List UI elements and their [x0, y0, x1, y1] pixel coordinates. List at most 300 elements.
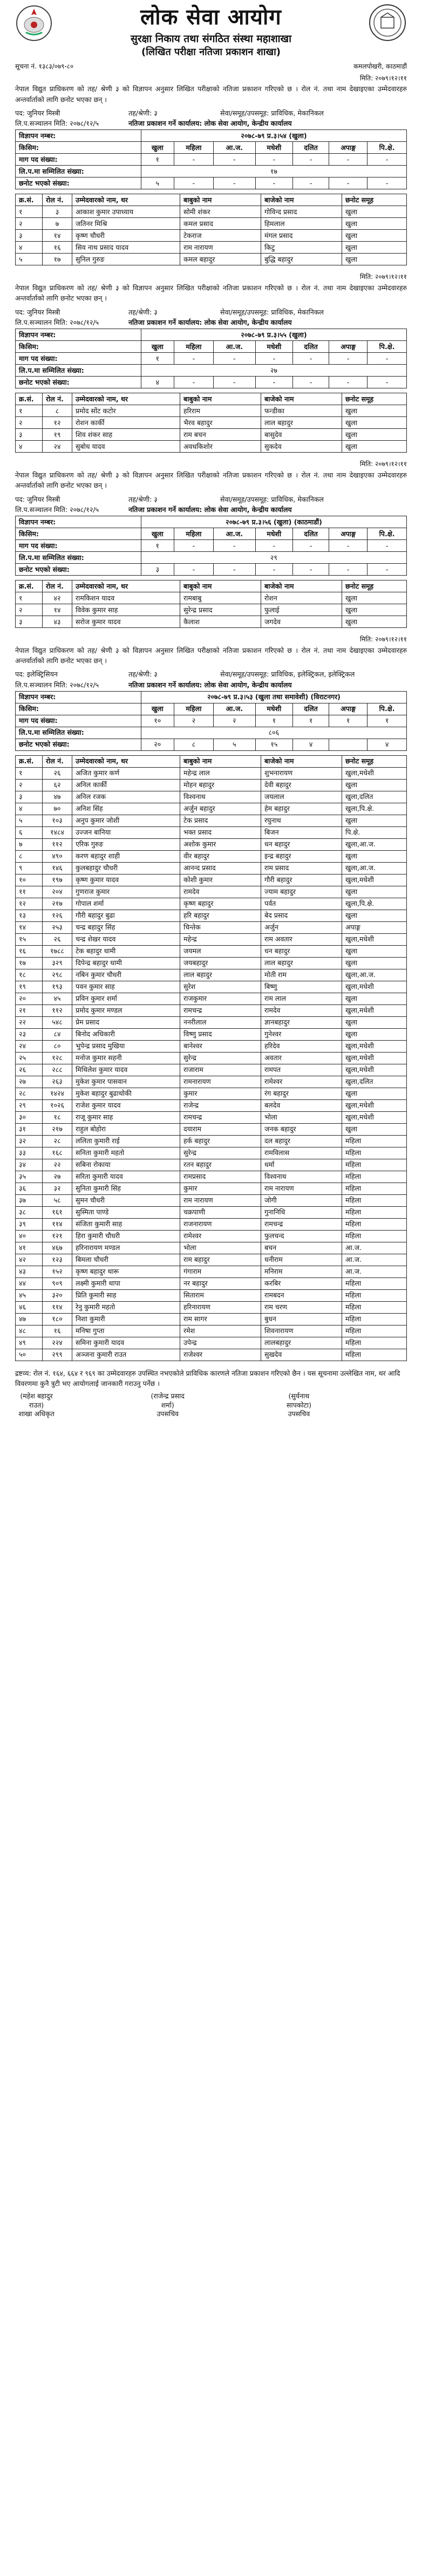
table-cell: १७	[16, 957, 43, 969]
table-cell: २९९	[43, 1349, 72, 1361]
vacancy-cell: -	[367, 177, 407, 189]
table-row	[16, 1064, 407, 1076]
vacancy-header-cell: किसिम:	[16, 528, 141, 540]
table-cell: ३०	[16, 1111, 43, 1123]
table-cell: अवतार	[261, 1052, 342, 1064]
table-row	[16, 1052, 407, 1064]
table-row	[16, 1325, 407, 1337]
vacancy-cell: २	[174, 715, 213, 727]
table-cell: महिला	[342, 1171, 407, 1183]
table-cell: खुला	[342, 850, 407, 862]
vacancy-cell: -	[293, 353, 329, 365]
table-cell: ५०	[16, 1349, 43, 1361]
table-cell: २	[16, 604, 43, 616]
table-cell: ८	[16, 850, 43, 862]
vacancy-cell: २७	[141, 365, 406, 377]
table-cell: ३६	[16, 1183, 43, 1194]
table-cell: महिला	[342, 1313, 407, 1325]
table-cell: अनिल रजक	[72, 791, 180, 803]
vacancy-label: विज्ञापन नम्बर:	[16, 516, 141, 528]
table-cell: १६	[43, 242, 72, 254]
table-row	[16, 779, 407, 791]
table-cell: ३२९	[43, 957, 72, 969]
table-cell: २०	[16, 993, 43, 1005]
table-cell: ४	[16, 803, 43, 815]
vacancy-cell: -	[213, 377, 255, 388]
table-cell: खुला	[342, 429, 407, 441]
table-cell: विश्वनाथ	[180, 791, 261, 803]
table-cell: रामबाबु	[180, 592, 261, 604]
table-row	[16, 981, 407, 993]
vacancy-cell: १	[367, 715, 407, 727]
table-row	[16, 1147, 407, 1159]
table-cell: रामप्रसाद	[180, 1171, 261, 1183]
results-header-cell: उम्मेदवारको नाम, थर	[72, 580, 180, 592]
table-cell: सुरेन्द्र प्रसाद	[180, 604, 261, 616]
table-cell: हरिदेव	[261, 1040, 342, 1052]
table-cell: १८०	[43, 1313, 72, 1325]
vacancy-cell: -	[255, 564, 292, 576]
vacancy-cell: -	[255, 353, 292, 365]
post-level: तह/श्रेणी: ३	[128, 670, 158, 679]
table-row	[16, 592, 407, 604]
table-row	[16, 957, 407, 969]
table-cell: रामेश्वर	[261, 1076, 342, 1088]
table-cell: एरिक गुरुङ	[72, 838, 180, 850]
signatures	[15, 1392, 407, 1418]
advertisement-number: २०७८-७९ प्र.३।५३ (खुला तथा समावेशी) (विराटनगर)	[141, 691, 406, 703]
table-row	[16, 933, 407, 945]
table-cell: १७८८	[43, 945, 72, 957]
table-cell: बानेश्वर	[180, 1040, 261, 1052]
table-row	[16, 1005, 407, 1016]
table-cell: २	[16, 417, 43, 429]
table-cell: कैलाश	[180, 616, 261, 628]
vacancy-row-label: छनोट भएको संख्या:	[16, 377, 141, 388]
table-cell: मोती राम	[261, 969, 342, 981]
table-cell: ३	[43, 206, 72, 218]
table-cell: ३९	[16, 1218, 43, 1230]
vacancy-header-cell: किसिम:	[16, 341, 141, 353]
table-cell: ४५	[16, 1289, 43, 1301]
table-cell: ३	[16, 616, 43, 628]
table-row	[16, 1040, 407, 1052]
results-header-cell: क्र.सं.	[16, 194, 43, 206]
table-cell: बुधन	[261, 1313, 342, 1325]
table-cell: खुला	[342, 616, 407, 628]
table-cell: महेन्द्र लाल	[180, 767, 261, 779]
table-cell: १२	[16, 898, 43, 910]
table-row	[16, 417, 407, 429]
page-subtitle-2: (लिखित परीक्षा नतिजा प्रकाशन शाखा)	[141, 46, 281, 58]
vacancy-cell: -	[367, 540, 407, 552]
table-cell: खुला	[342, 957, 407, 969]
results-table	[15, 194, 407, 265]
table-cell: महेन्द्र	[180, 933, 261, 945]
table-cell: पि.क्षे.	[342, 826, 407, 838]
table-row	[16, 230, 407, 242]
vacancy-cell: -	[174, 377, 213, 388]
table-cell: खुला,मधेशी	[342, 1005, 407, 1016]
table-cell: आ.ज.	[342, 1266, 407, 1277]
results-header-cell: क्र.सं.	[16, 393, 43, 405]
vacancy-cell: १७	[141, 166, 406, 177]
table-cell: २	[16, 218, 43, 230]
vacancy-header-cell: आ.ज.	[213, 528, 255, 540]
vacancy-row-label: माग पद संख्या:	[16, 353, 141, 365]
table-cell: गौरी बहादुर बुढा	[72, 910, 180, 921]
table-cell: ७०	[43, 803, 72, 815]
table-cell: सोमी शंकर	[180, 206, 261, 218]
table-cell: राजाराम	[180, 1064, 261, 1076]
table-cell: दिपेन्द्र बहादुर धामी	[72, 957, 180, 969]
vacancy-row-label: छनोट भएको संख्या:	[16, 739, 141, 750]
vacancy-cell: ८	[174, 739, 213, 750]
table-cell: १२	[43, 417, 72, 429]
table-row	[16, 874, 407, 886]
table-cell: ४९०	[43, 850, 72, 862]
table-cell: हरि बहादुर	[180, 910, 261, 921]
table-cell: प्रमोद सोंट कटोर	[72, 405, 180, 417]
table-cell: ३१	[16, 1123, 43, 1135]
table-cell: १६	[43, 1325, 72, 1337]
table-row	[16, 405, 407, 417]
notice-section	[15, 636, 407, 1361]
vacancy-header-cell: दलित	[293, 703, 329, 715]
table-cell: सिव नाथ प्रसाद यादव	[72, 242, 180, 254]
table-cell: रोशन	[261, 592, 342, 604]
results-header-cell: छनोट समूह	[342, 580, 407, 592]
vacancy-cell: १	[141, 540, 174, 552]
table-cell: फुलाई	[261, 604, 342, 616]
table-cell: महिला	[342, 1147, 407, 1159]
table-cell: कुमार	[180, 1183, 261, 1194]
table-cell: खुला,आ.ज.	[342, 862, 407, 874]
table-cell: खुला	[342, 405, 407, 417]
table-cell: राम नारायण	[180, 242, 261, 254]
notice-body: नेपाल विद्युत प्राधिकरण को तह/ श्रेणी ३ को विज्ञापन अनुसार लिखित परीक्षाको नतिजा प्रकाशन गरिएको छ । रोल नं. तथा नाम देखाइएका उम्मेदवारहरु अन्तर्वार्ताको लागि छनोट भएका छन् ।	[15, 284, 407, 303]
table-cell: ३३	[16, 1147, 43, 1159]
table-cell: मनोज कुमार सहनी	[72, 1052, 180, 1064]
table-cell: ४७	[43, 791, 72, 803]
table-cell: महिला	[342, 1159, 407, 1171]
vacancy-header-row	[16, 341, 407, 353]
table-row	[16, 441, 407, 453]
table-cell: मोहन बहादुर	[180, 779, 261, 791]
table-row	[16, 803, 407, 815]
table-cell: महिला	[342, 1349, 407, 1361]
vacancy-cell: २०	[141, 739, 174, 750]
vacancy-header-cell: मधेशी	[255, 528, 292, 540]
table-cell: भैरव बहादुर	[180, 417, 261, 429]
table-cell: रामकिशन यादव	[72, 592, 180, 604]
vacancy-table	[15, 516, 407, 576]
service-group: सेवा/समूह/उपसमूह: प्राविधिक, इलेक्ट्रिकल, इलेक्ट्रिकल	[220, 670, 355, 679]
table-row	[16, 1218, 407, 1230]
table-cell: हरिराम	[180, 405, 261, 417]
table-row	[16, 993, 407, 1005]
table-cell: खुला	[342, 218, 407, 230]
table-cell: २९८	[43, 969, 72, 981]
table-cell: प्रेम प्रसाद	[72, 1016, 180, 1028]
table-row	[16, 1349, 407, 1361]
table-cell: खुला	[342, 441, 407, 453]
table-row	[16, 945, 407, 957]
table-cell: ३	[16, 230, 43, 242]
table-cell: खुला	[342, 1028, 407, 1040]
table-cell: खुला	[342, 886, 407, 898]
table-cell: २१	[16, 1005, 43, 1016]
table-cell: फुलचन्द	[261, 1230, 342, 1242]
table-cell: राम बचन	[180, 429, 261, 441]
notice-section	[15, 460, 407, 628]
results-header-cell: रोल नं.	[43, 393, 72, 405]
table-cell: विष्णु प्रसाद	[180, 1028, 261, 1040]
table-cell: बिष्णु	[261, 981, 342, 993]
table-cell: सुनिता कुमारी सिंह	[72, 1183, 180, 1194]
post-name: पद: इलेक्ट्रिसियन	[15, 670, 58, 679]
table-cell: रामविलास	[261, 1147, 342, 1159]
table-cell: ४१	[16, 1242, 43, 1254]
table-cell: टेक प्रसाद	[180, 815, 261, 826]
table-cell: खुला,मधेशी	[342, 767, 407, 779]
table-row	[16, 1076, 407, 1088]
vacancy-cell: १	[329, 715, 367, 727]
table-cell: करण बहादुर शाही	[72, 850, 180, 862]
nepal-emblem-icon	[15, 4, 53, 42]
post-info-row	[15, 495, 407, 504]
vacancy-cell: ४	[367, 739, 407, 750]
table-row	[16, 838, 407, 850]
table-cell: बलदेव	[261, 1099, 342, 1111]
table-cell: ४३	[43, 616, 72, 628]
table-cell: सरोज कुमार यादव	[72, 616, 180, 628]
table-row	[16, 1254, 407, 1266]
header	[15, 0, 407, 60]
vacancy-row-label: लि.प.मा सम्मिलित संख्या:	[16, 166, 141, 177]
table-cell: २६	[43, 767, 72, 779]
table-cell: २४	[16, 1040, 43, 1052]
result-office: नतिजा प्रकाशन गर्ने कार्यालय: लोक सेवा आयोग, केन्द्रीय कार्यालय	[128, 505, 292, 514]
table-cell: रमेश	[180, 1325, 261, 1337]
table-cell: मनिराम	[261, 1266, 342, 1277]
vacancy-cell: -	[367, 154, 407, 166]
vacancy-cell: १५	[255, 739, 292, 750]
table-cell: रंग बहादुर	[261, 1088, 342, 1099]
vacancy-header-cell: खुला	[141, 528, 174, 540]
table-cell: २३	[16, 1028, 43, 1040]
results-header-cell: रोल नं.	[43, 755, 72, 767]
table-cell: खुला,मधेशी	[342, 1099, 407, 1111]
post-info-row	[15, 308, 407, 317]
table-cell: जयबहादुर	[180, 957, 261, 969]
table-cell: कुमार	[180, 1088, 261, 1099]
vacancy-cell: -	[213, 353, 255, 365]
table-cell: खुला	[342, 910, 407, 921]
table-cell: लाल बहादुर	[180, 969, 261, 981]
table-cell: बिजन	[261, 826, 342, 838]
table-cell: जयलाल	[261, 791, 342, 803]
table-cell: ५	[16, 254, 43, 265]
table-cell: राम लाल	[261, 993, 342, 1005]
psc-seal-icon	[368, 3, 407, 42]
table-row	[16, 1206, 407, 1218]
table-row	[16, 1277, 407, 1289]
notice-section	[15, 74, 407, 266]
table-row	[16, 850, 407, 862]
signature-role: उपसचिव	[156, 1409, 179, 1418]
table-cell: ४९	[16, 1337, 43, 1349]
results-header-cell: क्र.सं.	[16, 580, 43, 592]
vacancy-cell: -	[329, 564, 367, 576]
table-row	[16, 1111, 407, 1123]
page-subtitle: सुरक्षा निकाय तथा संगठित संस्था महाशाखा	[130, 33, 292, 45]
vacancy-cell: -	[293, 540, 329, 552]
table-cell: धर्मा	[261, 1159, 342, 1171]
results-header-cell: बाजेको नाम	[261, 580, 342, 592]
table-cell: लाल बहादुर	[261, 417, 342, 429]
table-cell: राजेश्वर	[180, 1349, 261, 1361]
table-row	[16, 242, 407, 254]
table-cell: बिनोद अधिकारी	[72, 1028, 180, 1040]
results-header-cell: बाजेको नाम	[261, 393, 342, 405]
vacancy-row	[16, 739, 407, 750]
vacancy-cell	[329, 739, 367, 750]
signature-name: (राजेन्द्र प्रसाद शर्मा)	[151, 1392, 185, 1409]
vacancy-row-label: लि.प.मा सम्मिलित संख्या:	[16, 727, 141, 739]
table-cell: ६	[16, 826, 43, 838]
vacancy-cell: -	[255, 377, 292, 388]
vacancy-label: विज्ञापन नम्बर:	[16, 130, 141, 142]
table-cell: रघुनाथ	[261, 815, 342, 826]
vacancy-cell: -	[213, 154, 255, 166]
results-header-cell: रोल नं.	[43, 194, 72, 206]
table-cell: दल बहादुर	[261, 1135, 342, 1147]
table-cell: किटु	[261, 242, 342, 254]
table-cell: वीर बहादुर	[180, 850, 261, 862]
table-cell: राम सागर	[180, 1313, 261, 1325]
table-cell: धन बहादुर	[261, 838, 342, 850]
table-cell: राम नारायण	[180, 1194, 261, 1206]
table-cell: राम प्रसाद	[261, 862, 342, 874]
vacancy-adv-row	[16, 516, 407, 528]
table-cell: २२	[16, 1016, 43, 1028]
table-cell: सुकदेव	[261, 441, 342, 453]
table-cell: कृष्ण कुमार यादव	[72, 874, 180, 886]
table-cell: ११२	[43, 838, 72, 850]
table-cell: सुनिल गुरुङ	[72, 254, 180, 265]
table-cell: अर्जुन बहादुर	[180, 803, 261, 815]
vacancy-cell: १	[141, 154, 174, 166]
table-cell: १२८	[43, 1052, 72, 1064]
table-cell: खुला,दलित	[342, 1076, 407, 1088]
exam-date: लि.प.सञ्चालन मिति: २०७८/१२/५	[15, 680, 99, 689]
table-cell: बेद प्रसाद	[261, 910, 342, 921]
table-cell: जतिनर मिश्रि	[72, 218, 180, 230]
table-cell: बचन	[261, 1242, 342, 1254]
table-cell: खुला,मधेशी	[342, 1040, 407, 1052]
vacancy-row	[16, 715, 407, 727]
vacancy-header-cell: अपाङ्ग	[329, 341, 367, 353]
signature-name: (सुर्यनाथ सापकोटा)	[286, 1392, 311, 1409]
table-cell: महिला	[342, 1277, 407, 1289]
vacancy-header-cell: आ.ज.	[213, 703, 255, 715]
table-cell: ३७	[16, 1194, 43, 1206]
table-cell: कोशी कुमार	[180, 874, 261, 886]
post-name: पद: जुनियर मिस्त्री	[15, 308, 60, 316]
table-cell: सुमन चौधरी	[72, 1194, 180, 1206]
vacancy-cell: -	[174, 564, 213, 576]
vacancy-header-row	[16, 528, 407, 540]
table-cell: चिन्तेक	[180, 921, 261, 933]
vacancy-header-cell: किसिम:	[16, 703, 141, 715]
table-cell: खुला,मधेशी	[342, 1052, 407, 1064]
table-row	[16, 898, 407, 910]
vacancy-row-label: लि.प.मा सम्मिलित संख्या:	[16, 552, 141, 564]
table-cell: आ.ज.	[342, 1254, 407, 1266]
notice-body: नेपाल विद्युत प्राधिकरण को तह/ श्रेणी ३ को विज्ञापन अनुसार लिखित परीक्षाको नतिजा प्रकाशन गरिएको छ । रोल नं. तथा नाम देखाइएका उम्मेदवारहरु अन्तर्वार्ताको लागि छनोट भएका छन् ।	[15, 470, 407, 490]
table-cell: सरिता कुमारी यादव	[72, 1171, 180, 1183]
table-cell: गंगाराम	[180, 1266, 261, 1277]
table-row	[16, 1194, 407, 1206]
table-cell: रामबदन	[261, 1289, 342, 1301]
results-header-cell: छनोट समूह	[342, 755, 407, 767]
table-cell: रामेश्वर	[180, 1230, 261, 1242]
vacancy-cell: २	[213, 715, 255, 727]
table-cell: १९७	[43, 874, 72, 886]
table-cell: रामदेव	[261, 1005, 342, 1016]
post-name: पद: जुनियर मिस्त्री	[15, 495, 60, 503]
vacancy-adv-row	[16, 691, 407, 703]
table-cell: पर्वत	[261, 898, 342, 910]
vacancy-label: विज्ञापन नम्बर:	[16, 691, 141, 703]
table-cell: ४	[16, 441, 43, 453]
table-cell: १	[16, 592, 43, 604]
table-cell: रेनु कुमारी महतो	[72, 1301, 180, 1313]
vacancy-row	[16, 154, 407, 166]
exam-date: लि.प.सञ्चालन मिति: २०७८/१२/५	[15, 505, 99, 514]
table-cell: महिला	[342, 1218, 407, 1230]
results-header-cell: क्र.सं.	[16, 755, 43, 767]
table-cell: १९	[16, 981, 43, 993]
vacancy-cell: -	[329, 353, 367, 365]
table-cell: विश्वनाथ	[261, 1171, 342, 1183]
vacancy-header-cell: महिला	[174, 142, 213, 154]
post-level: तह/श्रेणी: ३	[128, 495, 158, 503]
table-cell: १०३	[43, 815, 72, 826]
table-cell: १४	[43, 230, 72, 242]
table-row	[16, 910, 407, 921]
post-info-row	[15, 109, 407, 118]
table-cell: ज्याम बहादुर	[261, 886, 342, 898]
table-row	[16, 218, 407, 230]
table-cell: रामनारायण	[180, 1076, 261, 1088]
table-cell: ४४	[16, 1277, 43, 1289]
table-cell: २२४	[43, 1337, 72, 1349]
table-row	[16, 886, 407, 898]
vacancy-header-cell: अपाङ्ग	[329, 703, 367, 715]
vacancy-header-cell: महिला	[174, 341, 213, 353]
table-cell: खुला	[342, 993, 407, 1005]
table-cell: खुला,मधेशी	[342, 1111, 407, 1123]
table-cell: खुला,दलित	[342, 791, 407, 803]
table-cell: अनिल कार्की	[72, 779, 180, 791]
exam-info-row	[15, 318, 407, 327]
table-cell: लाल बहादुर	[261, 957, 342, 969]
vacancy-cell: -	[255, 177, 292, 189]
table-cell: २८	[16, 1088, 43, 1099]
table-cell: कृष्ण चौधरी	[72, 230, 180, 242]
